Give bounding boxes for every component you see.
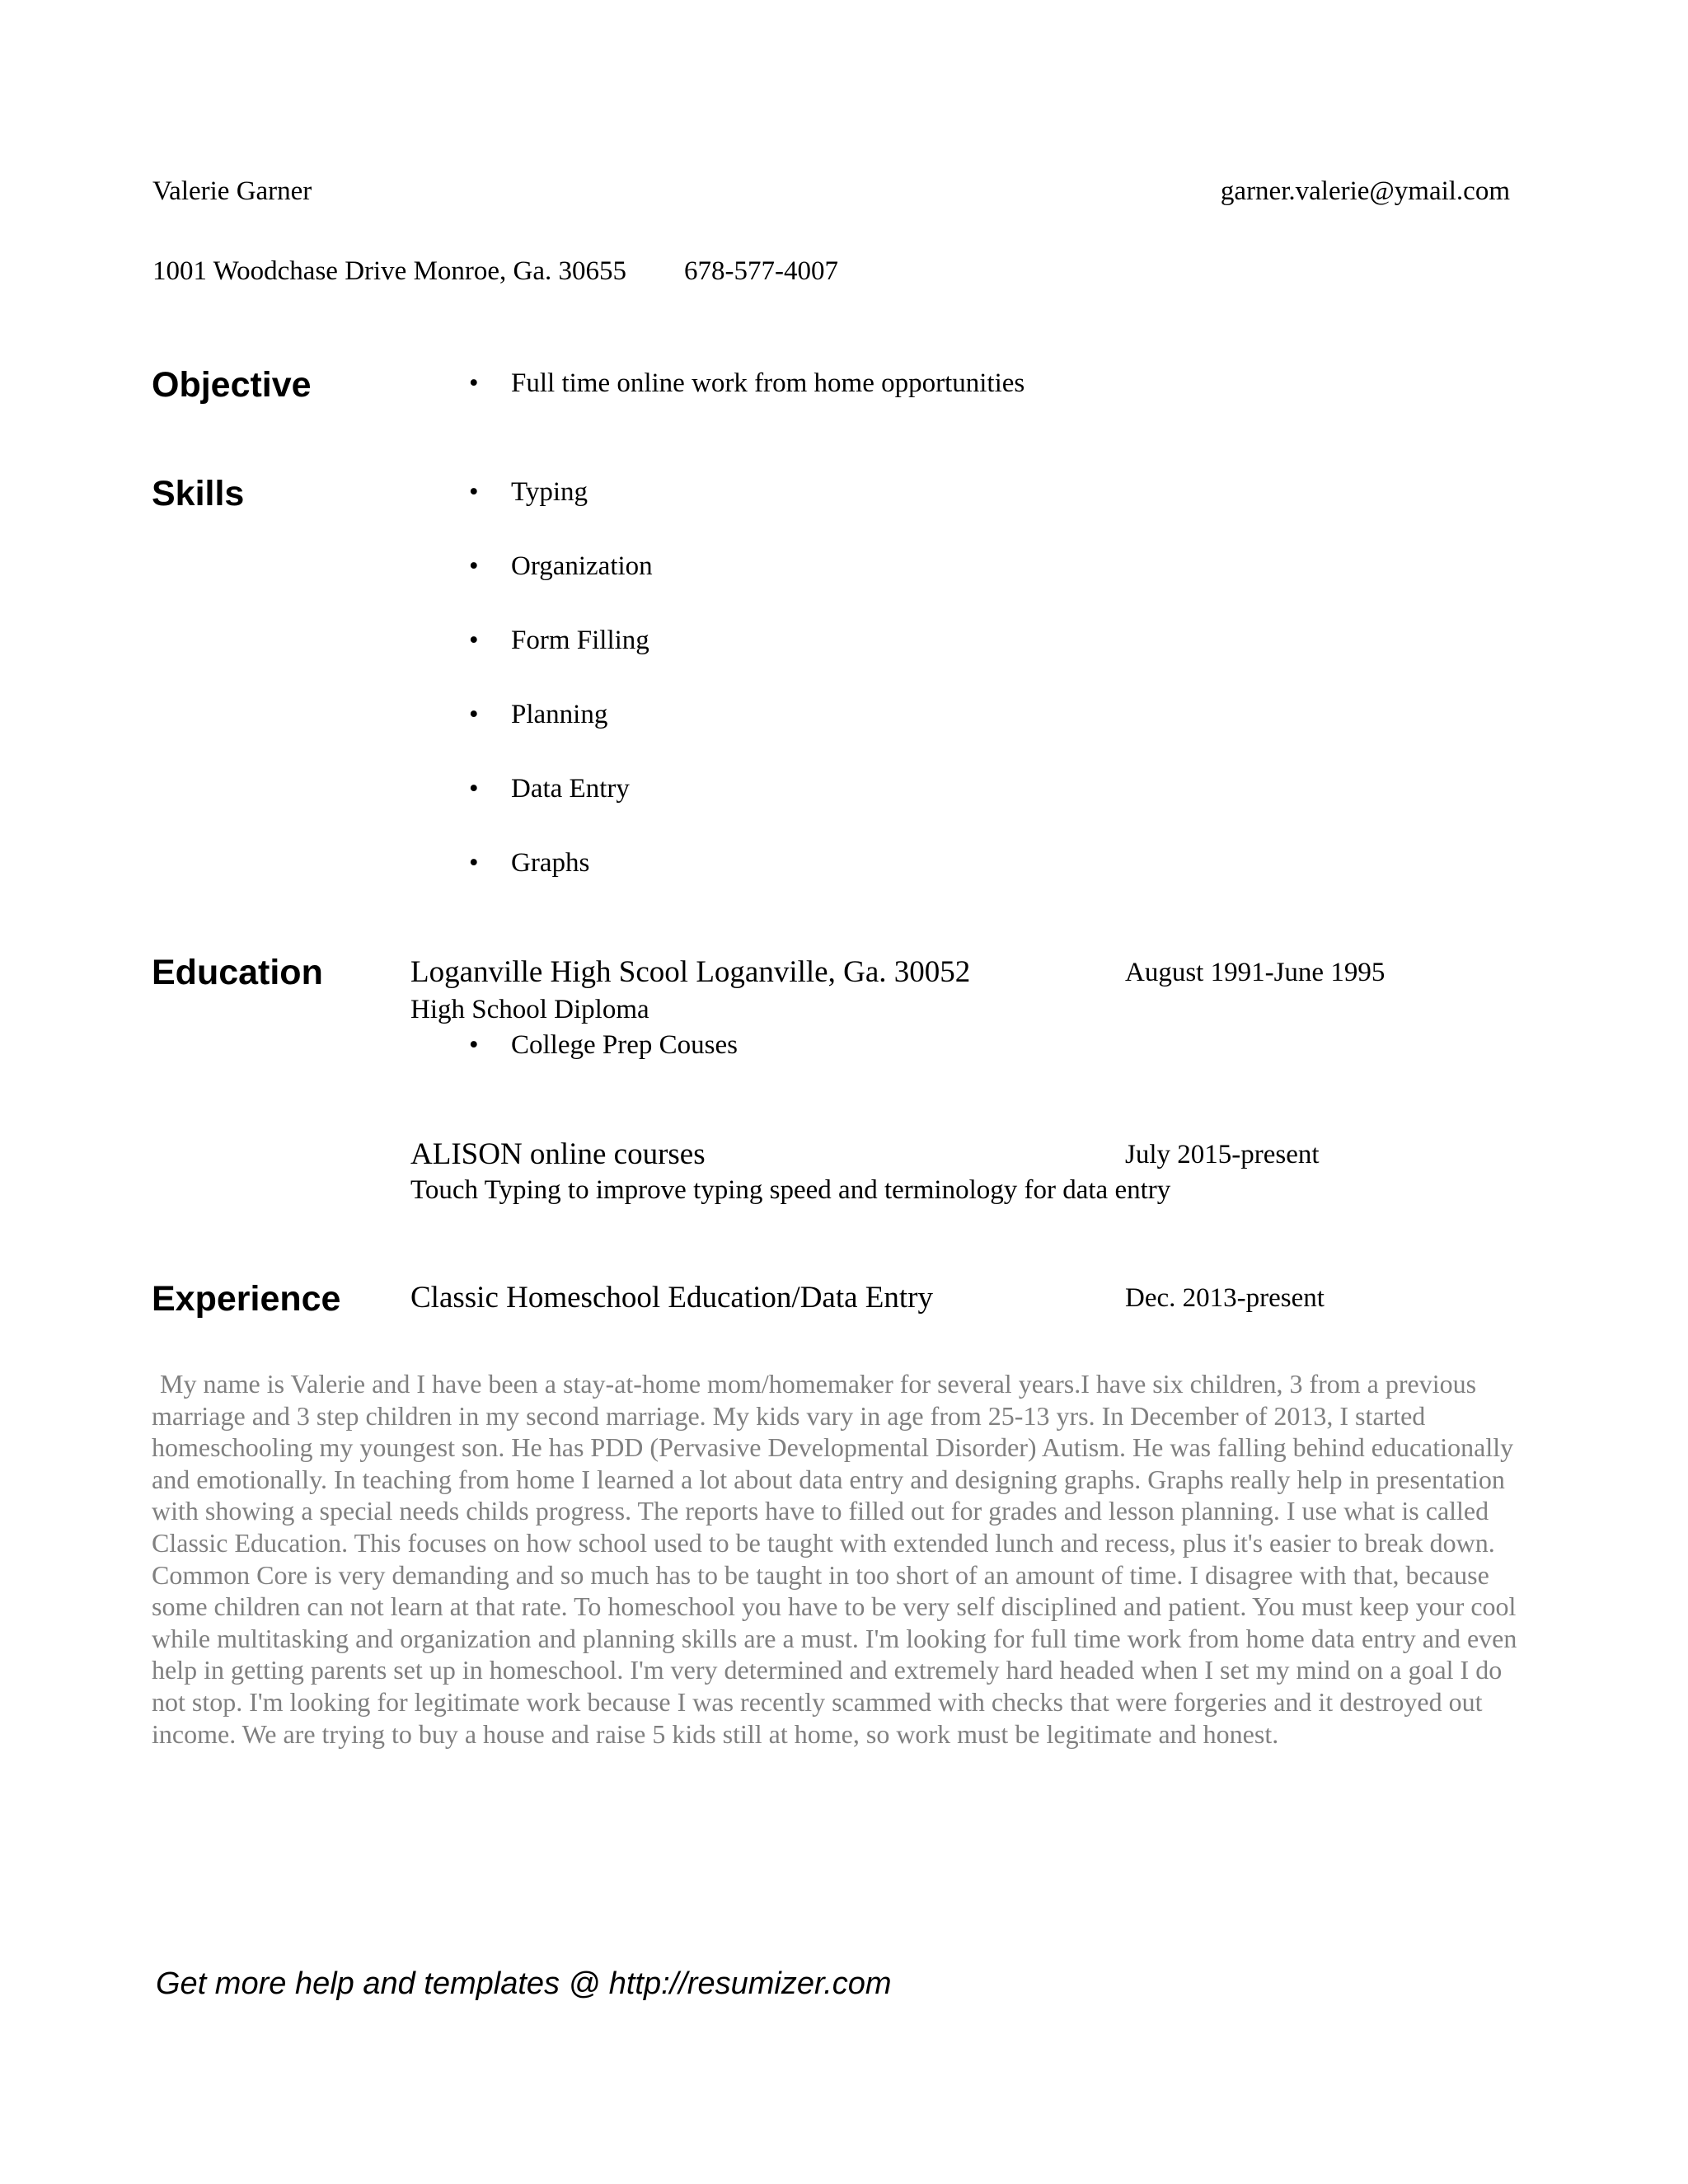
experience-description: My name is Valerie and I have been a stay-at-home mom/homemaker for several years.I have six children, 3 from a previous marriage and 3 step children in my second marriage. My kids vary in age from 25-13 yrs. In December of 2013, I started homeschooling my youngest son. He has PDD (Pervasive Developmental Disorder) Autism. He was falling behind educationally and emotionally. In teaching from home I learned a lot about data entry and designing graphs. Graphs really help in presentation with showing a special needs childs progress. The reports have to filled out for grades and lesson planning. I use what is called Classic Education. This focuses on how school used to be taught with extended lunch and recess, plus it's easier to break down. Common Core is very demanding and so much has to be taught in too short of an amount of time. I disagree with that, because some children can not learn at that rate. To homeschool you have to be very self disciplined and patient. You must keep your cool while multitasking and organization and planning skills are a must. I'm looking for full time work from home data entry and even help in getting parents set up in homeschool. I'm very determined and extremely hard headed when I set my mind on a goal I do not stop. I'm looking for legitimate work because I was recently scammed with checks that were forgeries and it destroyed out income. We are trying to buy a house and raise 5 kids still at home, so work must be legitimate and honest. (152, 1369, 1517, 1749)
skills-list (469, 476, 653, 879)
education-bullets-1 (469, 1029, 738, 1062)
education-school-1: Loganville High Scool Loganville, Ga. 30052 (410, 955, 971, 989)
skill-item-form-filling: • Form Filling (469, 624, 653, 657)
skill-item-typing: • Typing (469, 476, 653, 509)
education-dates-2: July 2015-present (1125, 1140, 1320, 1169)
objective-heading: Objective (152, 365, 312, 405)
skills-heading: Skills (152, 474, 245, 513)
education-dates-1: August 1991-June 1995 (1125, 958, 1386, 987)
skill-item-planning: • Planning (469, 698, 653, 731)
contact-phone: 678-577-4007 (684, 256, 838, 286)
contact-address: 1001 Woodchase Drive Monroe, Ga. 30655 (152, 256, 627, 286)
education-bullet-item: • College Prep Couses (469, 1029, 738, 1062)
skill-item-organization: • Organization (469, 550, 653, 583)
contact-name: Valerie Garner (152, 176, 312, 206)
experience-heading: Experience (152, 1279, 341, 1319)
education-degree-1: High School Diploma (410, 995, 649, 1024)
footer-link-text: Get more help and templates @ http://resumizer.com (156, 1966, 892, 2001)
experience-dates: Dec. 2013-present (1125, 1283, 1325, 1313)
education-school-2: ALISON online courses (410, 1137, 706, 1171)
objective-list (469, 367, 1025, 400)
education-degree-2: Touch Typing to improve typing speed and terminology for data entry (410, 1175, 1171, 1205)
contact-email: garner.valerie@ymail.com (1220, 176, 1510, 206)
objective-item: • Full time online work from home opportunities (469, 367, 1025, 400)
skill-item-graphs: • Graphs (469, 846, 653, 879)
education-heading: Education (152, 953, 323, 992)
skill-item-data-entry: • Data Entry (469, 772, 653, 805)
experience-title: Classic Homeschool Education/Data Entry (410, 1281, 933, 1315)
